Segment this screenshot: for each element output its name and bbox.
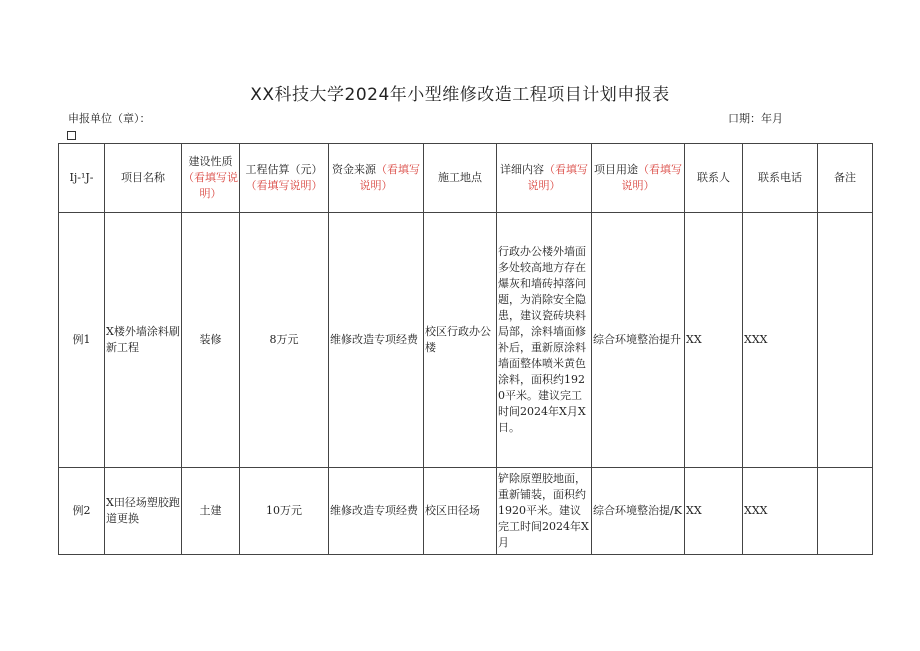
row-purpose: 综合环境整治提/K: [592, 468, 685, 555]
checkbox[interactable]: [67, 131, 76, 140]
header-detail-hint: （看填写说明）: [527, 163, 588, 192]
header-name: 项目名称: [105, 144, 182, 213]
row-phone: XXX: [743, 213, 818, 468]
row-location: 校区行政办公楼: [424, 213, 497, 468]
header-fund-label: 资金来源: [332, 163, 376, 177]
row-fund: 维修改造专项经费: [329, 468, 424, 555]
header-location: 施工地点: [424, 144, 497, 213]
row-project-name: X楼外墙涂料刷新工程: [105, 213, 182, 468]
header-purpose-hint: （看填写说明）: [621, 163, 682, 192]
header-phone: 联系电话: [743, 144, 818, 213]
row-remark: [818, 213, 873, 468]
row-cost: 8万元: [240, 213, 329, 468]
header-detail: [497, 144, 592, 213]
header-purpose: [592, 144, 685, 213]
header-fund: [329, 144, 424, 213]
applicant-unit-label: 申报单位（章）：: [68, 112, 151, 125]
header-cost: [240, 144, 329, 213]
row-detail: 行政办公楼外墙面多处较高地方存在爆灰和墙砖掉落问题，为消除安全隐患，建议瓷砖块料局部，涂料墙面修补后，重新原涂料墙面整体喷米黄色涂料，面积约1920平米。建议完工时间2024年X月X日。: [497, 213, 592, 468]
header-contact: 联系人: [685, 144, 743, 213]
row-remark: [818, 468, 873, 555]
header-detail-label: 详细内容: [500, 163, 544, 177]
row-project-name: X田径场塑胶跑道更换: [105, 468, 182, 555]
row-contact: XX: [685, 213, 743, 468]
header-nature-label: 建设性质: [188, 155, 233, 169]
row-contact: XX: [685, 468, 743, 555]
row-seq: 例1: [59, 213, 105, 468]
row-location: 校区田径场: [424, 468, 497, 555]
header-cost-label: 工程估算（元）: [245, 163, 323, 177]
row-purpose: 综合环境整治提升: [592, 213, 685, 468]
page-title: XX科技大学2024年小型维修改造工程项目计划申报表: [250, 85, 670, 105]
row-nature: 土建: [182, 468, 240, 555]
row-fund: 维修改造专项经费: [329, 213, 424, 468]
header-nature: [182, 144, 240, 213]
table-header-row: [59, 144, 873, 213]
header-remark: 备注: [818, 144, 873, 213]
row-phone: XXX: [743, 468, 818, 555]
header-cost-hint: （看填写说明）: [245, 179, 323, 192]
table-row: [59, 468, 873, 555]
project-table: [58, 143, 873, 555]
row-detail: 铲除原塑胶地面，重新铺装，面积约1920平米。建议完工时间2024年X月: [497, 468, 592, 555]
header-seq: Ij-¹J-: [59, 144, 105, 213]
row-cost: 10万元: [240, 468, 329, 555]
header-fund-hint: （看填写说明）: [359, 163, 420, 192]
row-seq: 例2: [59, 468, 105, 555]
header-nature-hint: （看填写说明）: [183, 171, 238, 200]
date-label: 口期：年月: [728, 112, 783, 125]
row-nature: 装修: [182, 213, 240, 468]
table-row: [59, 213, 873, 468]
header-purpose-label: 项目用途: [594, 163, 638, 177]
